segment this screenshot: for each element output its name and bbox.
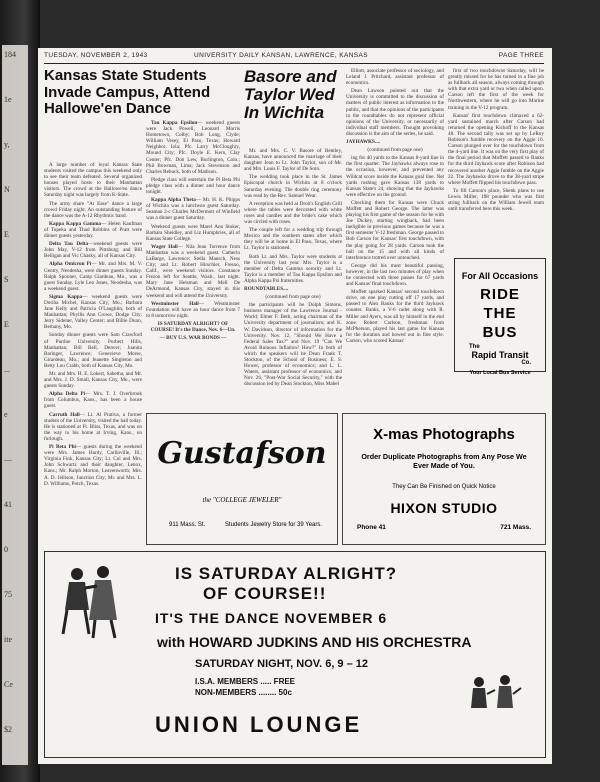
edge-fragment: ite [4, 635, 12, 644]
filler-ad: IS SATURDAY ALRIGHT? OF COURSE! It's the Dance, Nov. 6—Un. [150, 320, 236, 333]
union-line-2: OF COURSE!! [203, 584, 327, 603]
column-4 [346, 68, 444, 408]
ad-tagline: For All Occasions [461, 271, 539, 281]
ad-footer: Your Local Bus Service [469, 370, 531, 376]
edge-fragment: 1e [4, 95, 12, 104]
article-paragraph: Moffett sparked Kansas' second touchdown drive, on one play cutting off 17 yards, and passed to Alex Banks for the third Jayhawk counter. Banks, a V-6 cadet along with R. Miller and Ayers, was all by himself in the end zone. Robert Carlson, freshman from McPherson, played his last game for Kansas for the duration and bowed out in fine style. Carson, who scored Kansas' [346, 289, 444, 344]
hixon-studio-ad [342, 413, 546, 545]
edge-fragment: Ce [4, 680, 13, 689]
article-paragraph: Chocking them for Kansas were Chuck Moffett and Robert George. The latter was playing his first game of the season for he with Joe Dickey, starting wingback, had been ineligible in previous games because he was a first semester V-12 freshman. George passed to Bob Carson for Kansas' first touchdown, with the play going for 28 yards. Carson took the ball on the 15 and with all kinds of interference trotted over untouched. [346, 199, 444, 261]
social-heading: Kappa Kappa Gamma [49, 220, 101, 227]
gustafson-slogan: Students Jewelry Store for 39 Years. [225, 522, 323, 528]
jayhawks-heading: JAYHAWKS.... [346, 139, 381, 146]
ad-big-word: THE [483, 305, 517, 322]
social-item: — Nila Jean Torrence from Manhattan was a weekend guest. Catherin LaBarge, Lawrence; Stella Mansch, Ness City; and Lt. Robert Hirschler, Fresno, Calif., were weekend visitors. Constance Frezon left for Seattle, Wash., last night. Mary Jane Helsman and Mell De DeArmond, Kansas City, stayed in this weekend and will attend the University. [146, 243, 240, 299]
social-item: Pledge class will entertain the Pi Beta Phi pledge class with a dinner and hour dance tonight. [146, 176, 240, 196]
social-item: Weekend guests were Marel Ann Stoker, Barbara Sheidley, and Liz Humphries, all of Kansas State College. [146, 223, 240, 242]
headline-kansas-state: Kansas State Students Invade Campus, Attend Hallowe'en Dance [44, 67, 211, 117]
column-3 [244, 148, 342, 408]
social-item: — Westminster Foundation will have an hour dance from 7 to 8 tomorrow night. [146, 300, 240, 319]
social-heading: Kappa Alpha Theta [151, 197, 196, 204]
union-line-7: UNION LOUNGE [155, 712, 363, 737]
article-paragraph: Kansas' first touchdown climaxed a 62-yard sustained march after Carson had returned the opening Kickoff to the Kansas 48. The second tally was set up by LeRoy Robison's fumble recovery on the Aggie 16. Carson plunged over for the touchdown from the 4-yard line. It was on the very first play of the final period that Moffett passed to Banks for the third Jayhawk score after Robison had recovered another Aggie fumble on the Aggie 22. The Jayhawks drove to the 38-yard stripe where Moffett flipped his touchdown pass. [448, 112, 544, 186]
social-item: — weekend guests were Doriha Michel, Kansas City, Mo.; Barbara Jane Kelly and Patricia O'Laughlin, both of Manhattan; Phyllis Ann Crowe, Dodge City; Jerry Sidener, Valley Center; and Billie Dunn, Bethany, Mo. [44, 293, 142, 331]
social-heading: Alpha Delta Pi [49, 391, 86, 398]
hixon-notice: They Can Be Finished on Quick Notice [392, 484, 496, 490]
social-heading: Tau Kappa Epsilon [151, 120, 198, 126]
newspaper-page [38, 48, 552, 764]
column-2 [146, 120, 240, 408]
roundtables-heading: ROUNDTABLES.... [244, 285, 289, 292]
article-paragraph: The couple left for a wedding trip through Mexico and the southern states after which they will be at home in El Paso, Texas, where Lt. Taylor is stationed. [244, 227, 342, 252]
ad-co: Co. [521, 360, 531, 366]
column-1 [44, 162, 142, 547]
article-paragraph: ing for 40 yards to the Kansas 8-yard line in the first quarter. The Jayhawks always rose to the occasion, however, and prevented any Wildcat score inside the Kansas goal line. Net yards rushing gave Kansas 138 yards to Kansas State's 24, showing that the Jayhawks were effective on the ground. [346, 155, 444, 198]
social-heading: Sigma Kappa [49, 293, 83, 300]
continued-note: (continued from page one) [367, 147, 423, 154]
union-line-5: SATURDAY NIGHT, NOV. 6, 9 – 12 [195, 658, 369, 670]
edge-fragment: 41 [4, 500, 12, 509]
price-members: I.S.A. MEMBERS ..... FREE [195, 677, 296, 686]
social-heading: Wager Hall [151, 243, 178, 250]
header-date: TUESDAY, NOVEMBER 2, 1943 [44, 52, 148, 59]
union-lounge-ad [44, 551, 546, 758]
article-paragraph: The wedding took place in the St. James Episcopal church in Wichita at 8 o'clock Saturday evening. The double ring ceremony was read by the Rev. Samuel Wear. [244, 174, 342, 199]
gustafson-logo: Gustafson [157, 436, 327, 471]
gustafson-tagline: the "COLLEGE JEWELER" [202, 496, 282, 504]
war-bonds-filler: — BUY U.S. WAR BONDS — [159, 335, 227, 342]
social-item: Sunday dinner guests were Sam Crawford of Purdue University, Porbert Hills, Manhattan; Bill Bell, Denver; Juanita Baringer, Lawrence; Genevieve Morse, Girardeau, Mo.; and Jeanette Singleton and Betty Lou Crabb, both of Kansas City, Mo. [44, 332, 142, 369]
article-paragraph: Both Lt. and Mrs. Taylor were students at the University last year. Mrs. Taylor is a member of Delta Gamma sorority and Lt. Taylor is a member of Tau Kappa Epsilon and Alpha Kappa Psi fraternities. [244, 253, 342, 284]
social-item: — Lt. Al Prativa, a former student of the University, visited the hall today. He is stationed at Ft. Bliss, Texas, and was on the way to his home at Irving, Kans., on furlough. [44, 411, 142, 442]
social-item: — Mr. and Mrs. M. V. Gentry, Neodesha, were dinner guests Sunday. Ralph Spooner, Camp Giardeau, Mo., was a guest Sunday. Lyle Leo Jones, Neodesha, was a weekend guest. [44, 261, 142, 292]
article-paragraph: Mr. and Mrs. C. V. Basore of Bentley, Kansas, have announced the marriage of their daughter Jean to Lt. John Taylor, son of Mr. and Mrs. Louis F. Taylor of De Soto. [244, 148, 342, 173]
social-heading: Carruth Hall [49, 411, 80, 418]
article-paragraph: first of two touchdowns Saturday, will be greatly missed for he has turned in a fine job as fullback all season, always coming through with that extra yard or two when called upon. Carson left the first of the week for Northwestern, where he will go into Marine training in the V-12 program. [448, 68, 544, 111]
dancers-illustration [55, 560, 135, 640]
edge-fragment: N [4, 185, 10, 194]
edge-fragment: S [4, 275, 9, 284]
column-5 [448, 68, 544, 254]
article-paragraph: To fill Carson's place, Shenk plans to use Lewis Miller, 198 pounder who was first string fullback on the William Jewell team until transferred here this week. [448, 187, 544, 213]
article-paragraph: A large number of loyal Kansas State students visited the campus this weekend only to see their team defeated. Several organized houses played hosts to their Manhattan visitors. The crowd at the Hallowe'en dance Saturday night was largely from K-State. [44, 162, 142, 199]
edge-fragment: y, [4, 140, 10, 149]
header-page-number: PAGE THREE [498, 52, 544, 59]
price-non-members: NON-MEMBERS ........ 50c [195, 688, 292, 697]
hixon-address: 721 Mass. [500, 524, 531, 531]
hixon-name: HIXON STUDIO [390, 500, 498, 516]
union-line-3: IT'S THE DANCE NOVEMBER 6 [155, 610, 388, 626]
gustafson-address: 911 Mass. St. [169, 522, 206, 528]
social-item: — Helen Kaufman of Topeka and Thad Robbins of Pratt were dinner guests yesterday. [44, 220, 142, 240]
headline-basore-taylor: Basore and Taylor Wed In Wichita [244, 67, 337, 122]
hixon-subtitle: Order Duplicate Photographs from Any Pose We Ever Made of You. [361, 452, 527, 470]
header-rule [44, 63, 544, 64]
rapid-transit-ad [454, 258, 546, 376]
article-paragraph: the participants will be Dolph Simons, business manager of the Lawrence Journal - World; Elmer F. Beth, acting chairman of the University department of journalism; and K. W. Davidson, director of information for the University. Nov. 12, "Should We Have a Federal Sales Tax?" and Nov. 19 "Can We Avoid Ruinous Inflation? How?" In both of which the speakers will be Dean Frank T. Stockton, of the School of Business; E. S. Hower, professor of economics; and L. L. Waters, assistant professor of economics; and Nov. 26, "Post-War Social Security," with the discussion led by Dean Stockton, Miss Mabel [244, 302, 342, 388]
edge-fragment: — [4, 455, 12, 464]
social-item: —weekend guests were John May, V-12 from Pittsburg; and Bill Belligan and Vic Chasky, all of Kansas City. [44, 241, 142, 260]
edge-fragment: $2 [4, 725, 12, 734]
edge-fragment: E [4, 320, 9, 329]
edge-fragment: 184 [4, 50, 16, 59]
article-paragraph: Elliott, associate professor of sociology, and Leland J. Pritchard, assistant professor of economics. [346, 68, 444, 87]
ad-company-name: Rapid Transit [471, 350, 529, 360]
social-item: — weekend guests were Jack Powell, Leonard Morris Hometown, Colby; Bob Long, Clyde; William Vesey, El Paso, Texas; Howard Neighbor, Iola; Pfc. Larry McCloughry, Mound City; Pfc. Doyle E. Kern, Clay Center; Pfc. Don Lew, Burlington, Colo.; Phil Bowman, Lima; Jack Stevenson and Charles Rebuck, both of Madison. [146, 120, 240, 175]
ad-big-word: RIDE [480, 286, 520, 303]
social-heading: Westminster Hall [151, 300, 199, 307]
union-prices [195, 676, 295, 698]
social-item: Mr. and Mrs. H. E. Lokert, Sabetha, and Mr. and Mrs. J. D. Small, Kansas City, Mo., were guests Sunday. [44, 371, 142, 390]
edge-fragment: 75 [4, 590, 12, 599]
hixon-phone: Phone 41 [357, 524, 386, 531]
article-paragraph: George did his most beautiful passing, however, in the last two minutes of play when he connected with three passes for 67 yards and Kansas' final touchdown. [346, 262, 444, 288]
header-masthead: UNIVERSITY DAILY KANSAN, LAWRENCE, KANSAS [194, 52, 369, 59]
social-item: — Mr. H. K. Phipps of Wichita was a luncheon guest Saturday. Seaman 2-c Charles McDermott of Winfield was a dinner guest Saturday. [146, 197, 240, 222]
social-item: — Mrs. T. J. Overbrook from Columbus, Kans., has been a house guest. [44, 391, 142, 410]
social-heading: Delta Tau Delta [49, 241, 89, 248]
social-item: — guests during the weekend were Mrs. James Hardy, Carlinville, Ill.; Virginia Fink, Kansas City; Lt. Col and Mrs. John Schwartz and their daughter, Lenox, Kans.; Mr. Ralph Morton, Leavenworth; Mrs. A. D. Jellison, Junction City; Mr. and Mrs. L. D. Williams, Potch, Texas. [44, 444, 142, 487]
union-line-4: with HOWARD JUDKINS AND HIS ORCHESTRA [157, 634, 472, 650]
edge-fragment: e [4, 410, 8, 419]
edge-fragment: 0 [4, 545, 8, 554]
ad-the: The [469, 344, 480, 350]
adjacent-page-edge [2, 45, 28, 765]
continued-note: (continued from page one) [265, 294, 321, 301]
edge-fragment: ... [4, 365, 10, 374]
ad-big-word: BUS [482, 324, 518, 341]
article-paragraph: Dean Lawson pointed out that the University is committed to the discussion of matters of public interest as information to the public, and that the opinions of the participants in the roundtables do not represent official opinions of the University, or necessarily of individual staff members. Thought provoking discussion is the aim of the series, he said. [346, 88, 444, 137]
band-illustration [465, 672, 525, 712]
hixon-title: X-mas Photographs [373, 426, 515, 443]
union-line-1: IS SATURDAY ALRIGHT? [175, 564, 398, 583]
edge-fragment: E [4, 230, 9, 239]
social-heading: Pi Beta Phi [49, 444, 76, 451]
gustafson-ad [146, 413, 338, 545]
social-heading: Alpha Omicron Pi [49, 261, 92, 268]
article-paragraph: The army share "At Ease" dance a large crowd Friday night. An outstanding feature of the dance was the A-12 Rhythmic band. [44, 200, 142, 219]
article-paragraph: A reception was held at Droit's English Grill where the tables were decorated with white roses and candles and the bride's cake which was circled with roses. [244, 200, 342, 226]
